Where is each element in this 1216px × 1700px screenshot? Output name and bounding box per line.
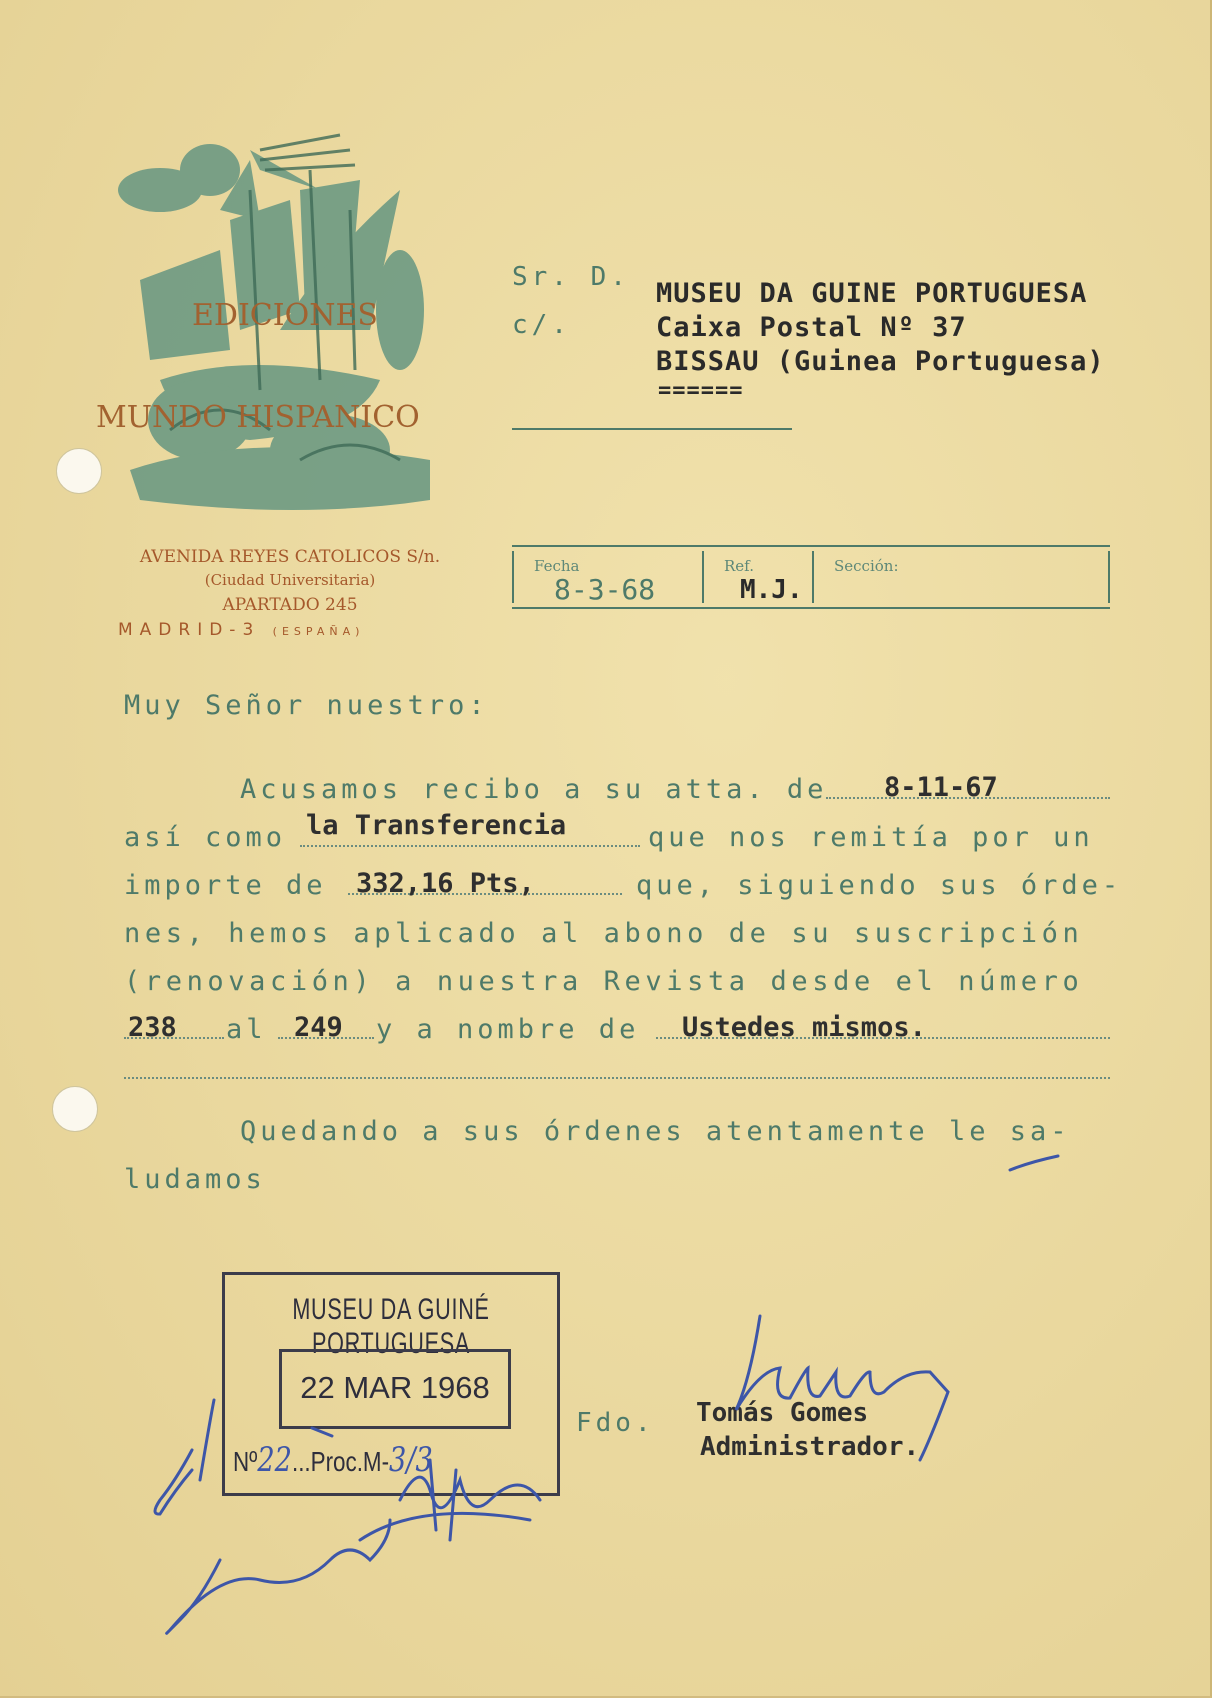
letterhead-address-line: APARTADO 245 — [222, 595, 358, 615]
body-line: (renovación) a nuestra Revista desde el número — [124, 966, 1084, 997]
letter-date-fill: 8-11-67 — [884, 772, 998, 803]
recipient-underline: ====== — [658, 378, 744, 403]
ref-label: Ref. — [724, 557, 754, 575]
brand-bottom-text: MUNDO HISPANICO — [96, 400, 420, 435]
punch-hole — [52, 1086, 98, 1132]
body-line: importe de — [124, 870, 327, 901]
care-of-label: c/. — [512, 310, 571, 340]
signatory-name: Tomás Gomes — [696, 1398, 869, 1428]
address-rule — [512, 428, 792, 430]
body-line: al — [226, 1014, 267, 1045]
seccion-label: Sección: — [834, 557, 899, 575]
body-line: que nos remitía por un — [648, 822, 1094, 853]
letterhead-address-line: (Ciudad Universitaria) — [204, 571, 376, 589]
salutation-label: Sr. D. — [512, 262, 630, 292]
body-line: que, siguiendo sus órde- — [636, 870, 1123, 901]
box-divider — [812, 551, 814, 603]
ref-value: M.J. — [740, 575, 803, 605]
closing-line: Quedando a sus órdenes atentamente le sa- — [240, 1116, 1071, 1147]
body-line: nes, hemos aplicado al abono de su suscripción — [124, 918, 1084, 949]
stamp-number-line: Nº22...Proc.M-3/3 — [233, 1440, 433, 1480]
issue-to-fill: 249 — [294, 1012, 343, 1043]
fecha-label: Fecha — [534, 557, 580, 575]
subscriber-fill: Ustedes mismos. — [682, 1012, 926, 1043]
box-divider — [512, 551, 514, 603]
box-divider — [1108, 551, 1110, 603]
box-divider — [702, 551, 704, 603]
fill-line — [300, 844, 640, 847]
greeting: Muy Señor nuestro: — [124, 690, 489, 721]
body-line: y a nombre de — [376, 1014, 640, 1045]
stamp-proc-label: Proc.M- — [310, 1446, 390, 1477]
fdo-label: Fdo. — [576, 1408, 655, 1438]
stamp-proc-value: 3/3 — [389, 1440, 433, 1480]
letterhead-city — [118, 620, 478, 640]
letterhead-country: (ESPAÑA) — [272, 625, 365, 638]
recipient-name: MUSEU DA GUINE PORTUGUESA — [656, 278, 1088, 309]
fecha-value: 8-3-68 — [554, 573, 656, 606]
recipient-city: BISSAU (Guinea Portuguesa) — [656, 346, 1105, 377]
brand-top-text: EDICIONES — [192, 298, 378, 333]
letterhead-city-name: MADRID-3 — [118, 620, 261, 640]
reference-box — [512, 545, 1110, 609]
recipient-po-box: Caixa Postal Nº 37 — [656, 312, 967, 343]
body-line: así como — [124, 822, 287, 853]
issue-from-fill: 238 — [128, 1012, 177, 1043]
amount-fill: 332,16 Pts, — [356, 868, 535, 899]
stamp-no-value: 22 — [257, 1440, 292, 1480]
stamp-date-box — [279, 1349, 511, 1429]
signatory-title: Administrador. — [700, 1432, 920, 1462]
body-line: Acusamos recibo a su atta. de — [240, 774, 828, 805]
transfer-fill: la Transferencia — [306, 810, 567, 841]
museum-receipt-stamp — [222, 1272, 560, 1496]
closing-line: ludamos — [124, 1164, 266, 1195]
punch-hole — [56, 448, 102, 494]
stamp-no-label: Nº — [233, 1446, 258, 1477]
letterhead-address-line: AVENIDA REYES CATOLICOS S/n. — [139, 547, 441, 567]
fill-line — [124, 1076, 1110, 1079]
stamp-date: 22 MAR 1968 — [300, 1370, 490, 1405]
stamp-title: MUSEU DA GUINÉ PORTUGUESA — [292, 1293, 490, 1360]
